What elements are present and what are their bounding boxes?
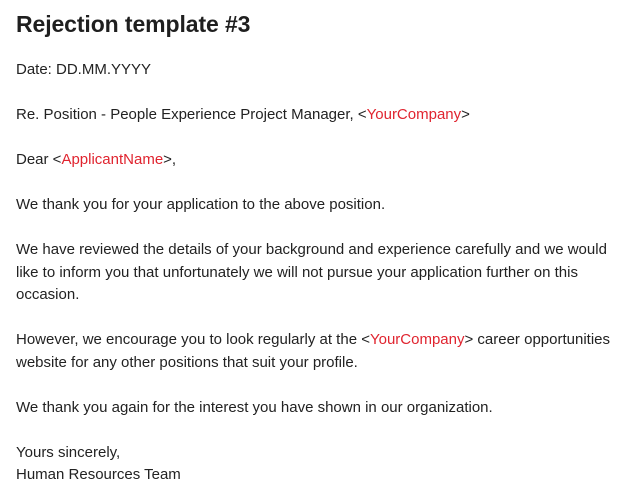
encourage-suffix: > career opportunities website for any other positions that suit your profile. <box>16 331 610 371</box>
paragraph-reviewed: We have reviewed the details of your background and experience carefully and we would like to inform you that unfortunately we will not pursue your application further on this occasion. <box>16 241 607 303</box>
applicant-name-placeholder: ApplicantName <box>61 151 164 168</box>
encourage-prefix: However, we encourage you to look regularly at the < <box>16 331 370 348</box>
salutation-prefix: Dear < <box>16 151 62 168</box>
subject-suffix: > <box>461 106 470 123</box>
letter-body <box>16 59 627 487</box>
subject-prefix: Re. Position - People Experience Project Manager, < <box>16 106 367 123</box>
company-placeholder-2: YourCompany <box>369 331 465 348</box>
paragraph-thanks-again: We thank you again for the interest you have shown in our organization. <box>16 398 493 416</box>
signature: Human Resources Team <box>16 466 181 483</box>
page-title: Rejection template #3 <box>16 11 251 37</box>
salutation <box>16 149 627 172</box>
paragraph-thanks: We thank you for your application to the above position. <box>16 196 386 213</box>
paragraph-encourage <box>16 329 627 374</box>
date-line: Date: DD.MM.YYYY <box>16 61 152 78</box>
subject-line <box>16 104 627 127</box>
company-placeholder: YourCompany <box>366 106 462 123</box>
salutation-suffix: >, <box>163 151 177 168</box>
closing: Yours sincerely, <box>16 443 121 461</box>
